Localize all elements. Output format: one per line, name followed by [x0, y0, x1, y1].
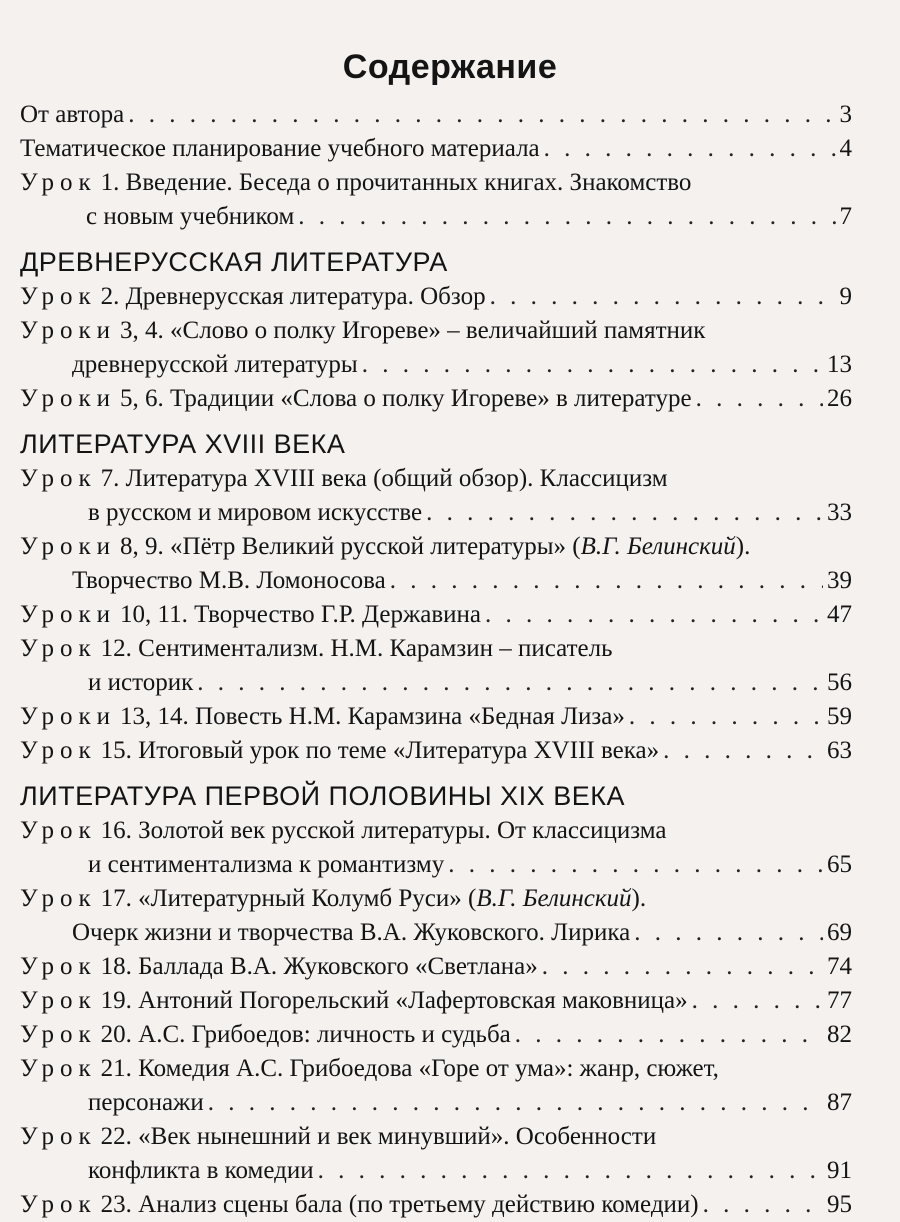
toc-entry: Урок 20. А.С. Грибоедов: личность и судьба . . . 82 — [20, 1018, 852, 1052]
toc-entry: От автора . . . 3 — [20, 98, 852, 132]
toc-entry: Урок 7. Литература XVIII века (общий обзор). Классицизм в русском и мировом искусстве . . . 33 — [20, 462, 852, 530]
toc-entry: Уроки 3, 4. «Слово о полку Игореве» – величайший памятник древнерусской литературы . . . 13 — [20, 314, 852, 382]
toc-entry: Урок 12. Сентиментализм. Н.М. Карамзин – писатель и историк . . . 56 — [20, 632, 852, 700]
toc-entry: Урок 2. Древнерусская литература. Обзор . . . 9 — [20, 280, 852, 314]
page-number: 74 — [827, 953, 852, 980]
toc-entry: Урок 19. Антоний Погорельский «Лафертовская маковница» . . . 77 — [20, 984, 852, 1018]
page-number: 82 — [827, 1021, 852, 1048]
toc-entry: Урок 22. «Век нынешний и век минувший». Особенности конфликта в комедии . . . 91 — [20, 1120, 852, 1188]
page-number: 26 — [827, 385, 852, 412]
page-number: 33 — [827, 499, 852, 526]
toc-entry: Урок 21. Комедия А.С. Грибоедова «Горе от ума»: жанр, сюжет, персонажи . . . 87 — [20, 1052, 852, 1120]
page-title: Содержание — [342, 48, 558, 86]
page-number: 95 — [827, 1191, 852, 1218]
page-number: 7 — [839, 203, 852, 230]
page-number: 13 — [827, 351, 852, 378]
toc-entry: Урок 16. Золотой век русской литературы. От классицизма и сентиментализма к романтизму . . . 65 — [20, 814, 852, 882]
toc-entry: Урок 23. Анализ сцены бала (по третьему действию комедии) . . . 95 — [20, 1188, 852, 1222]
table-of-contents — [20, 98, 852, 1222]
toc-entry: Уроки 5, 6. Традиции «Слова о полку Игореве» в литературе . . . 26 — [20, 382, 852, 416]
page-number: 9 — [839, 283, 852, 310]
section-heading: ДРЕВНЕРУССКАЯ ЛИТЕРАТУРА — [20, 247, 448, 277]
page-number: 91 — [827, 1157, 852, 1184]
page-number: 47 — [827, 601, 852, 628]
page-number: 69 — [827, 919, 852, 946]
toc-entry: Уроки 10, 11. Творчество Г.Р. Державина . . . 47 — [20, 598, 852, 632]
page-number: 56 — [827, 669, 852, 696]
page-number: 63 — [827, 737, 852, 764]
page-number: 87 — [827, 1089, 852, 1116]
toc-entry: Урок 15. Итоговый урок по теме «Литература XVIII века» . . . 63 — [20, 734, 852, 768]
toc-entry: Уроки 8, 9. «Пётр Великий русской литературы» ( В.Г. Белинский ). Творчество М.В. Ломоносова . . . 39 — [20, 530, 852, 598]
page-number: 59 — [827, 703, 852, 730]
section-heading: ЛИТЕРАТУРА ПЕРВОЙ ПОЛОВИНЫ XIX ВЕКА — [20, 781, 625, 811]
page-number: 77 — [827, 987, 852, 1014]
section-heading: ЛИТЕРАТУРА XVIII ВЕКА — [20, 429, 346, 459]
toc-entry: Тематическое планирование учебного материала . . . 4 — [20, 132, 852, 166]
toc-entry: Урок 18. Баллада В.А. Жуковского «Светлана» . . . 74 — [20, 950, 852, 984]
page-number: 39 — [827, 567, 852, 594]
toc-entry: Урок 17. «Литературный Колумб Руси» ( В.Г. Белинский ). Очерк жизни и творчества В.А. Жуковского. Лирика . . . 69 — [20, 882, 852, 950]
toc-entry: Уроки 13, 14. Повесть Н.М. Карамзина «Бедная Лиза» . . . 59 — [20, 700, 852, 734]
page-number: 3 — [839, 101, 852, 128]
page-number: 4 — [839, 135, 852, 162]
toc-entry: Урок 1. Введение. Беседа о прочитанных книгах. Знакомство с новым учебником . . . 7 — [20, 166, 852, 234]
page-number: 65 — [827, 851, 852, 878]
